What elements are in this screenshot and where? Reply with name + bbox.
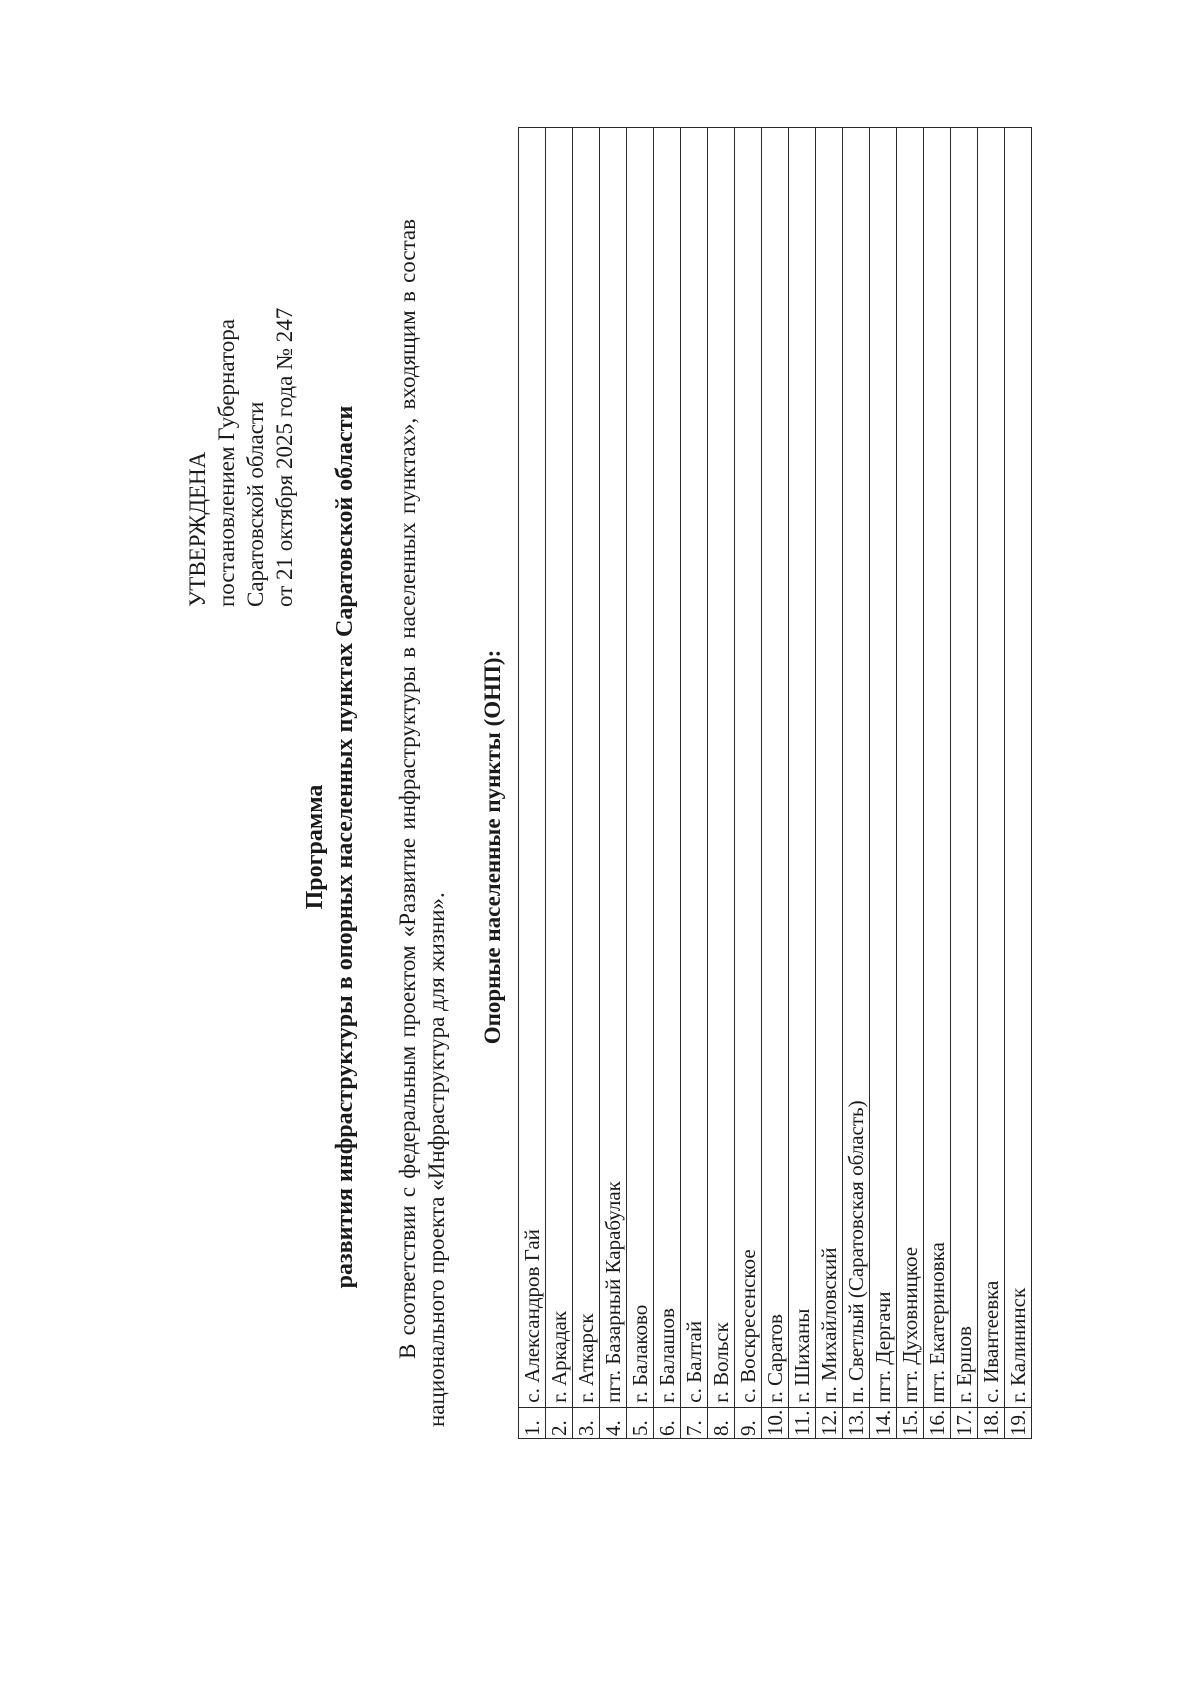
table-row (519, 128, 546, 1439)
row-number: 1. (519, 1407, 546, 1438)
settlement-name: пгт. Базарный Карабулак (600, 128, 627, 1408)
settlement-name: с. Александров Гай (519, 128, 546, 1408)
table-row (951, 128, 978, 1439)
settlement-name: г. Ершов (951, 128, 978, 1408)
row-number: 17. (951, 1407, 978, 1438)
settlement-name: с. Балтай (681, 128, 708, 1408)
row-number: 10. (762, 1407, 789, 1438)
approval-line: УТВЕРЖДЕНА (185, 451, 210, 607)
row-number: 7. (681, 1407, 708, 1438)
approval-line: от 21 октября 2025 года № 247 (272, 307, 297, 607)
table-row (654, 128, 681, 1439)
row-number: 4. (600, 1407, 627, 1438)
section-heading: Опорные населенные пункты (ОНП): (480, 649, 505, 1045)
settlement-name: п. Светлый (Саратовская область) (843, 128, 870, 1408)
table-row (735, 128, 762, 1439)
settlement-name: с. Воскресенское (735, 128, 762, 1408)
settlement-name: г. Балашов (654, 128, 681, 1408)
settlement-name: с. Ивантеевка (978, 128, 1005, 1408)
settlement-name: г. Аткарск (573, 128, 600, 1408)
settlement-name: г. Шиханы (789, 128, 816, 1408)
table-row (708, 128, 735, 1439)
row-number: 13. (843, 1407, 870, 1438)
settlements-table (518, 127, 1032, 1439)
row-number: 8. (708, 1407, 735, 1438)
table-row (870, 128, 897, 1439)
approval-line: постановлением Губернатора (214, 319, 239, 607)
approval-line: Саратовской области (243, 401, 268, 607)
document-title (300, 247, 360, 1447)
settlement-name: пгт. Духовницкое (897, 128, 924, 1408)
settlement-name: г. Балаково (627, 128, 654, 1408)
table-row (816, 128, 843, 1439)
table-row (897, 128, 924, 1439)
table-row (627, 128, 654, 1439)
row-number: 9. (735, 1407, 762, 1438)
table-row (843, 128, 870, 1439)
intro-paragraph (393, 219, 451, 1427)
table-row (600, 128, 627, 1439)
intro-line: В соответствии с федеральным проектом «Развитие инфраструктуры в населенных пунктах», входящим в состав (395, 219, 420, 1359)
title-line: Программа (302, 784, 328, 910)
table-row (546, 128, 573, 1439)
settlements-table-body (519, 128, 1032, 1439)
table-row (924, 128, 951, 1439)
settlement-name: пгт. Дергачи (870, 128, 897, 1408)
settlement-name: г. Вольск (708, 128, 735, 1408)
table-row (978, 128, 1005, 1439)
title-line: развития инфраструктуры в опорных населенных пунктах Саратовской области (332, 405, 358, 1289)
settlement-name: г. Аркадак (546, 128, 573, 1408)
table-row (1005, 128, 1032, 1439)
table-row (573, 128, 600, 1439)
row-number: 6. (654, 1407, 681, 1438)
table-row (789, 128, 816, 1439)
row-number: 18. (978, 1407, 1005, 1438)
row-number: 12. (816, 1407, 843, 1438)
settlement-name: п. Михайловский (816, 128, 843, 1408)
row-number: 3. (573, 1407, 600, 1438)
settlement-name: г. Калининск (1005, 128, 1032, 1408)
approval-stamp (183, 187, 299, 607)
intro-line: национального проекта «Инфраструктура для жизни». (424, 892, 449, 1427)
row-number: 5. (627, 1407, 654, 1438)
row-number: 14. (870, 1407, 897, 1438)
row-number: 11. (789, 1407, 816, 1438)
row-number: 19. (1005, 1407, 1032, 1438)
settlement-name: г. Саратов (762, 128, 789, 1408)
row-number: 15. (897, 1407, 924, 1438)
table-row (762, 128, 789, 1439)
row-number: 2. (546, 1407, 573, 1438)
settlement-name: пгт. Екатериновка (924, 128, 951, 1408)
table-row (681, 128, 708, 1439)
row-number: 16. (924, 1407, 951, 1438)
